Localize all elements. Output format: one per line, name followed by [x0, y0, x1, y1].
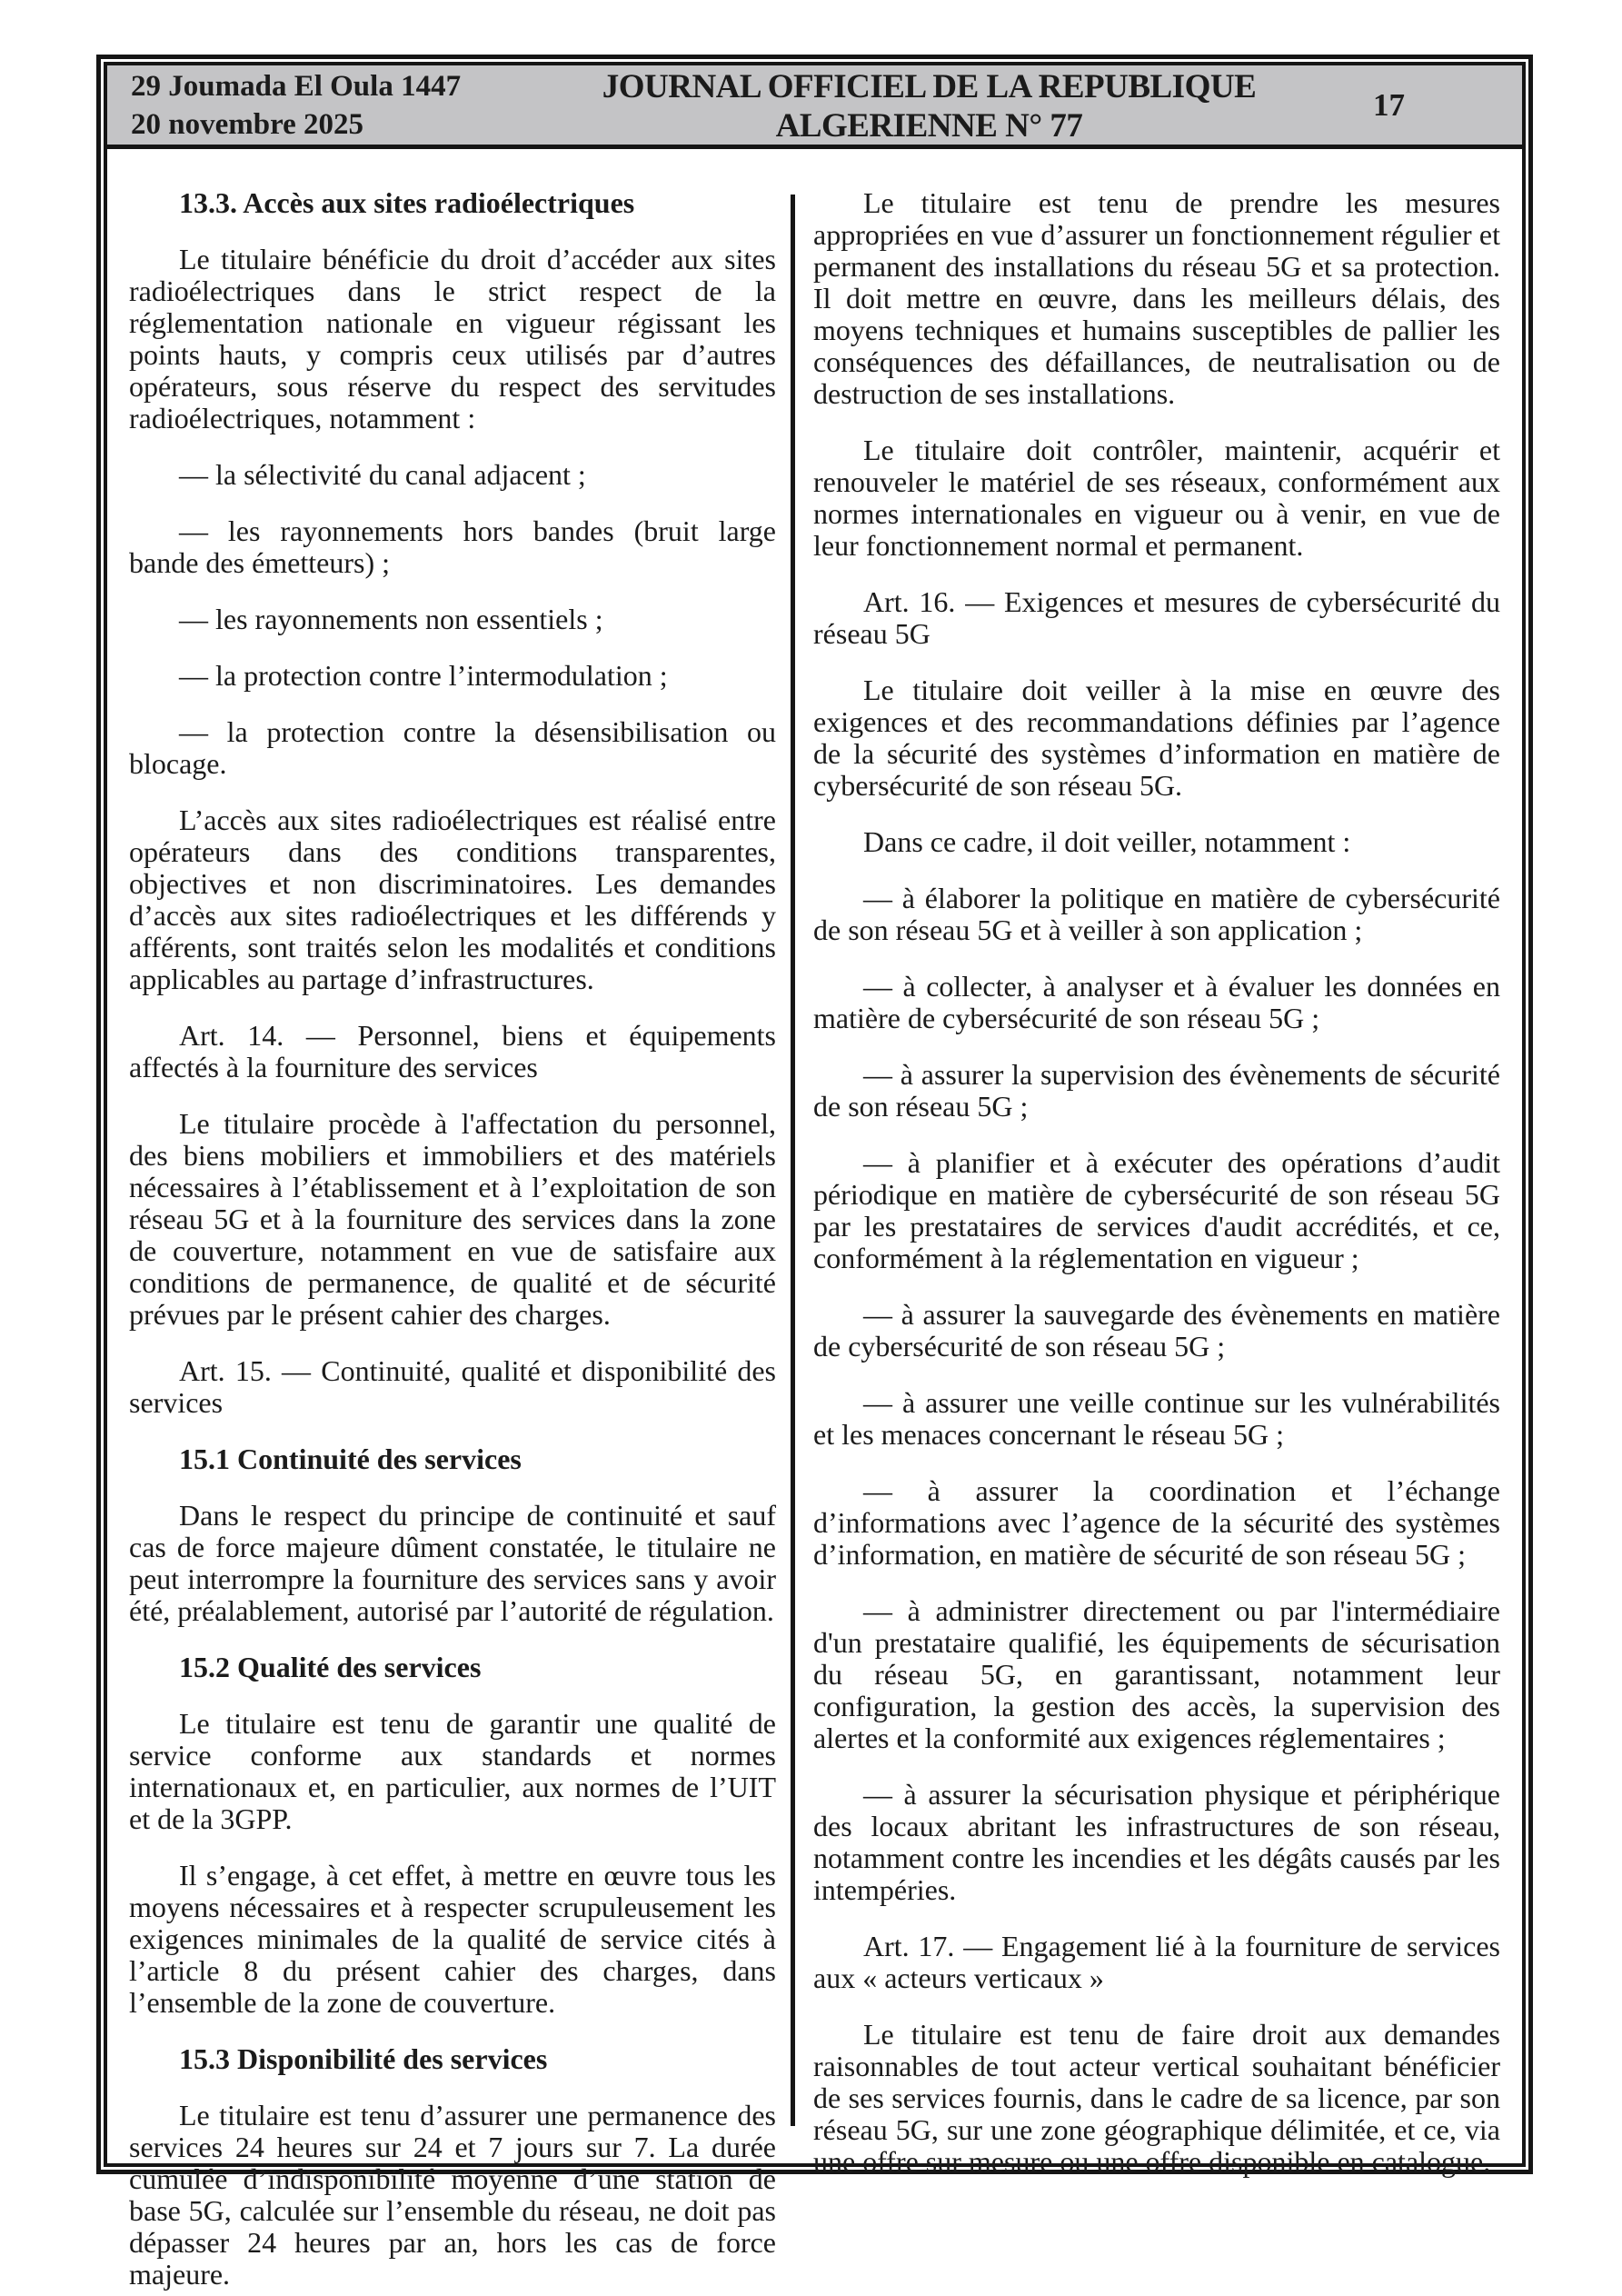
list-item: — à élaborer la politique en matière de cybersécurité de son réseau 5G et à veiller à son application ;: [813, 882, 1500, 946]
paragraph: Le titulaire est tenu d’assurer une permanence des services 24 heures sur 24 et 7 jours sur 7. La durée cumulée d’indisponibilité moyenne d’une station de base 5G, calculée sur l’ensemble du réseau, ne doit pas dépasser 24 heures par an, hors les cas de force majeure.: [129, 2099, 776, 2291]
paragraph: Il s’engage, à cet effet, à mettre en œuvre tous les moyens nécessaires et à respecter scrupuleusement les exigences minimales de la qualité de service cités à l’article 8 du présent cahier des charges, dans l’ensemble de la zone de couverture.: [129, 1859, 776, 2019]
hijri-date: 29 Joumada El Oula 1447: [131, 69, 462, 103]
paragraph: Art. 16. — Exigences et mesures de cybersécurité du réseau 5G: [813, 585, 1500, 650]
page-frame-inner: [104, 62, 1526, 2291]
list-item: — à assurer la sauvegarde des évènements en matière de cybersécurité de son réseau 5G ;: [813, 1298, 1500, 1363]
list-item: — à assurer la sécurisation physique et périphérique des locaux abritant les infrastructures de son réseau, notamment contre les incendies et les dégâts causés par les intempéries.: [813, 1778, 1500, 1906]
paragraph: Art. 17. — Engagement lié à la fourniture de services aux « acteurs verticaux »: [813, 1930, 1500, 1994]
paragraph: L’accès aux sites radioélectriques est réalisé entre opérateurs dans des conditions transparentes, objectives et non discriminatoires. Les demandes d’accès aux sites radioélectriques et les différends y afférents, sont traités selon les modalités et conditions applicables au partage d’infrastructures.: [129, 804, 776, 995]
paragraph: Le titulaire est tenu de prendre les mesures appropriées en vue d’assurer un fonctionnement régulier et permanent des installations du réseau 5G et sa protection. Il doit mettre en œuvre, dans les meilleurs délais, des moyens techniques et humains susceptibles de pallier les conséquences des défaillances, de neutralisation ou de destruction de ses installations.: [813, 186, 1500, 410]
list-item: — à planifier et à exécuter des opérations d’audit périodique en matière de cybersécurité de son réseau 5G par les prestataires de services d'audit accrédités, et ce, conformément à la réglementation en vigueur ;: [813, 1146, 1500, 1274]
list-item: — à collecter, à analyser et à évaluer les données en matière de cybersécurité de son réseau 5G ;: [813, 970, 1500, 1034]
section-heading: 15.1 Continuité des services: [179, 1442, 522, 1475]
masthead-dates: [107, 67, 494, 144]
paragraph: Dans le respect du principe de continuité et sauf cas de force majeure dûment constatée, le titulaire ne peut interrompre la fourniture des services sans y avoir été, préalablement, autorisé par l’autorité de régulation.: [129, 1499, 776, 1627]
list-item: — à administrer directement ou par l'intermédiaire d'un prestataire qualifié, les équipements de sécurisation du réseau 5G, en garantissant, notamment leur configuration, la gestion des accès, la supervision des alertes et la conformité aux exigences réglementaires ;: [813, 1594, 1500, 1754]
list-item: — la sélectivité du canal adjacent ;: [179, 458, 586, 491]
paragraph: Le titulaire bénéficie du droit d’accéder aux sites radioélectriques dans le strict respect de la réglementation nationale en vigueur régissant les points hauts, y compris ceux utilisés par d’autres opérateurs, sous réserve du respect des servitudes radioélectriques, notamment :: [129, 243, 776, 434]
page-number: 17: [1373, 86, 1405, 123]
journal-title: JOURNAL OFFICIEL DE LA REPUBLIQUE ALGERIENNE N° 77: [602, 67, 1257, 145]
paragraph: Le titulaire procède à l'affectation du personnel, des biens mobiliers et immobiliers et des matériels nécessaires à l’établissement et à l’exploitation de son réseau 5G et à la fourniture des services dans la zone de couverture, notamment en vue de satisfaire aux conditions de permanence, de qualité et de sécurité prévues par le présent cahier des charges.: [129, 1107, 776, 1331]
list-item: — les rayonnements non essentiels ;: [179, 603, 603, 635]
paragraph: Le titulaire doit veiller à la mise en œuvre des exigences et des recommandations définies par l’agence de la sécurité des systèmes d’information en matière de cybersécurité de son réseau 5G.: [813, 674, 1500, 802]
page-frame: [96, 55, 1533, 2291]
section-heading: 13.3. Accès aux sites radioélectriques: [179, 186, 635, 219]
paragraph: Le titulaire est tenu de garantir une qualité de service conforme aux standards et normes internationaux et, en particulier, aux normes de l’UIT et de la 3GPP.: [129, 1707, 776, 1835]
list-item: — à assurer une veille continue sur les vulnérabilités et les menaces concernant le réseau 5G ;: [813, 1386, 1500, 1451]
gregorian-date: 20 novembre 2025: [131, 107, 364, 141]
list-item: — à assurer la supervision des évènements de sécurité de son réseau 5G ;: [813, 1058, 1500, 1123]
masthead: [107, 65, 1522, 149]
left-column: [107, 149, 791, 2296]
list-item: — les rayonnements hors bandes (bruit large bande des émetteurs) ;: [129, 514, 776, 579]
list-item: — la protection contre l’intermodulation ;: [179, 659, 668, 692]
paragraph: Le titulaire est tenu de faire droit aux demandes raisonnables de tout acteur vertical souhaitant bénéficier de ses services fournis, dans le cadre de sa licence, par son réseau 5G, sur une zone géographique délimitée, et ce, via une offre sur mesure ou une offre disponible en catalogue.: [813, 2018, 1500, 2178]
paragraph: Art. 15. — Continuité, qualité et disponibilité des services: [129, 1354, 776, 1419]
right-column: [795, 149, 1522, 2296]
list-item: — la protection contre la désensibilisation ou blocage.: [129, 715, 776, 780]
section-heading: 15.2 Qualité des services: [179, 1651, 482, 1683]
paragraph: Art. 14. — Personnel, biens et équipements affectés à la fourniture des services: [129, 1019, 776, 1083]
section-heading: 15.3 Disponibilité des services: [179, 2042, 548, 2075]
paragraph: Le titulaire doit contrôler, maintenir, acquérir et renouveler le matériel de ses réseaux, conformément aux normes internationales en vigueur ou à venir, en vue de leur fonctionnement normal et permanent.: [813, 434, 1500, 562]
list-item: — à assurer la coordination et l’échange d’informations avec l’agence de la sécurité des systèmes d’information, en matière de sécurité de son réseau 5G ;: [813, 1474, 1500, 1571]
paragraph: Dans ce cadre, il doit veiller, notamment :: [863, 825, 1351, 858]
page-body: [107, 149, 1522, 2296]
